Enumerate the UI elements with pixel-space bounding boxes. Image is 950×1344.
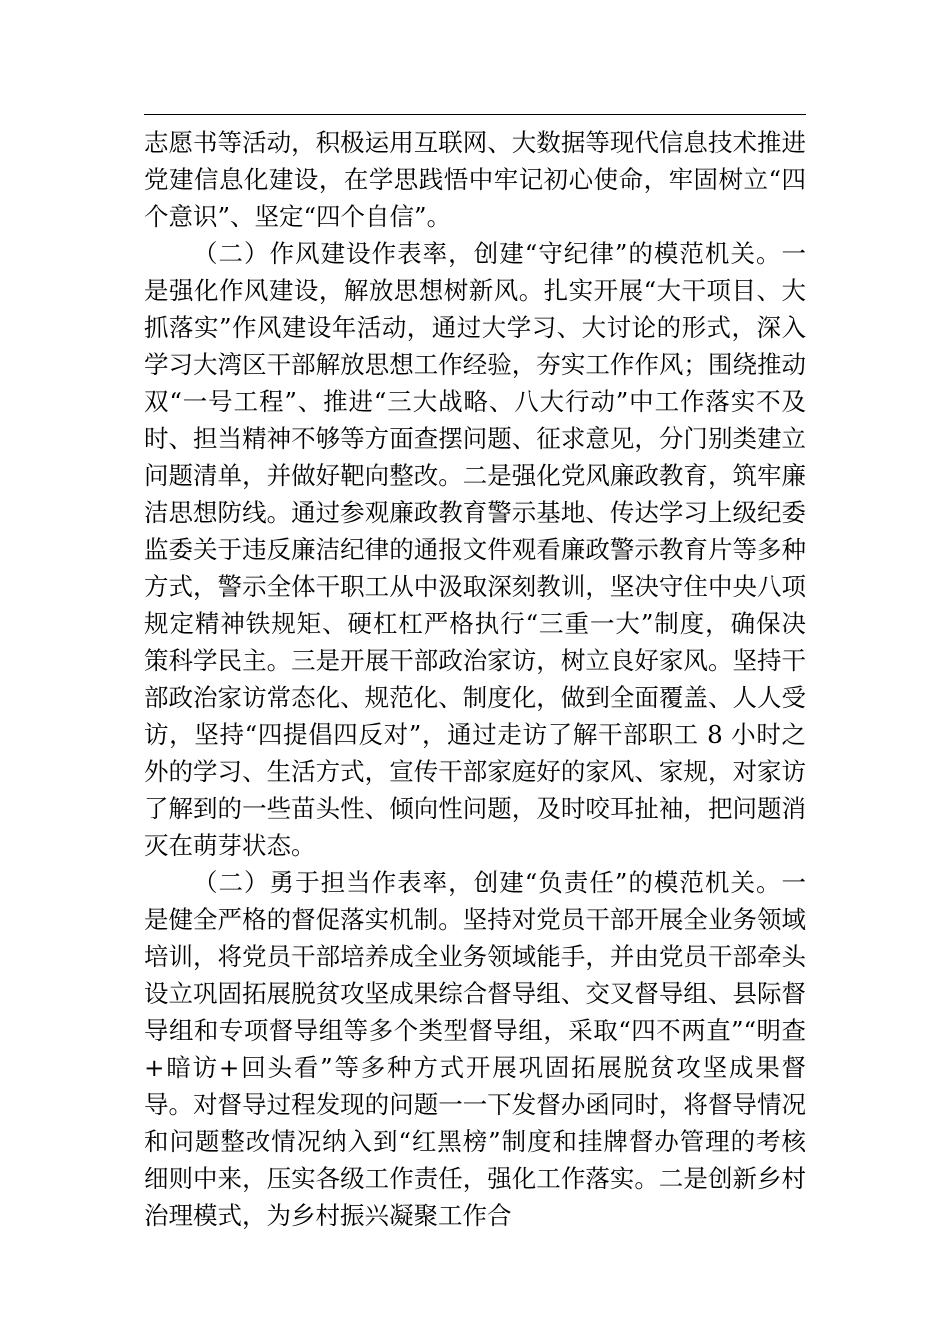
document-body	[144, 124, 806, 1234]
paragraph-discipline-section: （二）作风建设作表率，创建“守纪律”的模范机关。一是强化作风建设，解放思想树新风。扎实开展“大干项目、大抓落实”作风建设年活动，通过大学习、大讨论的形式，深入学习大湾区干部解放思想工作经验，夯实工作作风；围绕推动双“一号工程”、推进“三大战略、八大行动”中工作落实不及时、担当精神不够等方面查摆问题、征求意见，分门别类建立问题清单，并做好靶向整改。二是强化党风廉政教育，筑牢廉洁思想防线。通过参观廉政教育警示基地、传达学习上级纪委监委关于违反廉洁纪律的通报文件观看廉政警示教育片等多种方式，警示全体干职工从中汲取深刻教训，坚决守住中央八项规定精神铁规矩、硬杠杠严格执行“三重一大”制度，确保决策科学民主。三是开展干部政治家访，树立良好家风。坚持干部政治家访常态化、规范化、制度化，做到全面覆盖、人人受访，坚持“四提倡四反对”，通过走访了解干部职工 8 小时之外的学习、生活方式，宣传干部家庭好的家风、家规，对家访了解到的一些苗头性、倾向性问题，及时咬耳扯袖，把问题消灭在萌芽状态。	[144, 239, 806, 860]
header-rule	[144, 114, 806, 115]
paragraph-responsibility-section: （二）勇于担当作表率，创建“负责任”的模范机关。一是健全严格的督促落实机制。坚持对党员干部开展全业务领域培训，将党员干部培养成全业务领域能手，并由党员干部牵头设立巩固拓展脱贫攻坚成果综合督导组、交叉督导组、县际督导组和专项督导组等多个类型督导组，采取“四不两直”“明查+暗访+回头看”等多种方式开展巩固拓展脱贫攻坚成果督导。对督导过程发现的问题一一下发督办函同时，将督导情况和问题整改情况纳入到“红黑榜”制度和挂牌督办管理的考核细则中来，压实各级工作责任，强化工作落实。二是创新乡村治理模式，为乡村振兴凝聚工作合	[144, 868, 806, 1230]
paragraph-continued: 志愿书等活动，积极运用互联网、大数据等现代信息技术推进党建信息化建设，在学思践悟中牢记初心使命，牢固树立“四个意识”、坚定“四个自信”。	[144, 128, 806, 231]
